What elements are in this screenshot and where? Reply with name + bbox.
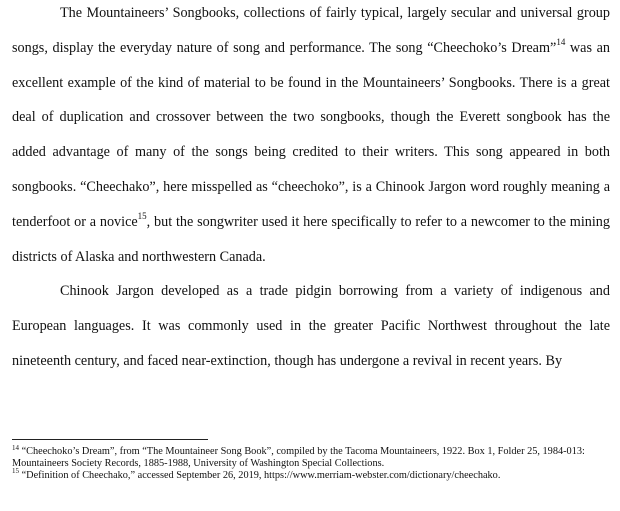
footnote-14-text: “Cheechoko’s Dream”, from “The Mountaineer Song Book”, compiled by the Tacoma Mountaineers, 1922. Box 1, Folder 25, 1984-013: Mountaineers Society Records, 1885-1988, University of Washington Special Collections. xyxy=(12,446,585,469)
paragraph-2 xyxy=(12,274,610,378)
footnotes xyxy=(12,439,610,481)
paragraph-1-text-b: was an excellent example of the kind of material to be found in the Mountaineers’ Songbooks. There is a great deal of duplication and crossover between the two songbooks, though the Everett songbook has the added advantage of many of the songs being credited to their writers. This song appeared in both songbooks. “Cheechako”, here misspelled as “cheechoko”, is a Chinook Jargon word roughly meaning a tenderfoot or a novice xyxy=(12,39,610,230)
footnote-15 xyxy=(12,467,610,482)
paragraph-2-text: Chinook Jargon developed as a trade pidgin borrowing from a variety of indigenous and European languages. It was commonly used in the greater Pacific Northwest throughout the late nineteenth century, and faced near-extinction, though has undergone a revival in recent years. By xyxy=(12,283,610,369)
footnote-14-marker: 14 xyxy=(12,443,19,452)
paragraph-1 xyxy=(12,0,610,274)
footnote-15-text: “Definition of Cheechako,” accessed September 26, 2019, https://www.merriam-webster.com/dictionary/cheechako. xyxy=(19,469,501,481)
paragraph-1-text-c: , but the songwriter used it here specifically to refer to a newcomer to the mining districts of Alaska and northwestern Canada. xyxy=(12,213,610,265)
footnote-ref-14: 14 xyxy=(556,37,566,48)
footnote-14 xyxy=(12,443,610,470)
footnote-15-marker: 15 xyxy=(12,467,19,476)
footnote-ref-15: 15 xyxy=(137,211,147,222)
paragraph-1-text-a: The Mountaineers’ Songbooks, collections of fairly typical, largely secular and universal group songs, display the everyday nature of song and performance. The song “Cheechoko’s Dream” xyxy=(12,5,610,56)
body-text xyxy=(12,0,610,379)
footnote-separator xyxy=(12,439,208,440)
